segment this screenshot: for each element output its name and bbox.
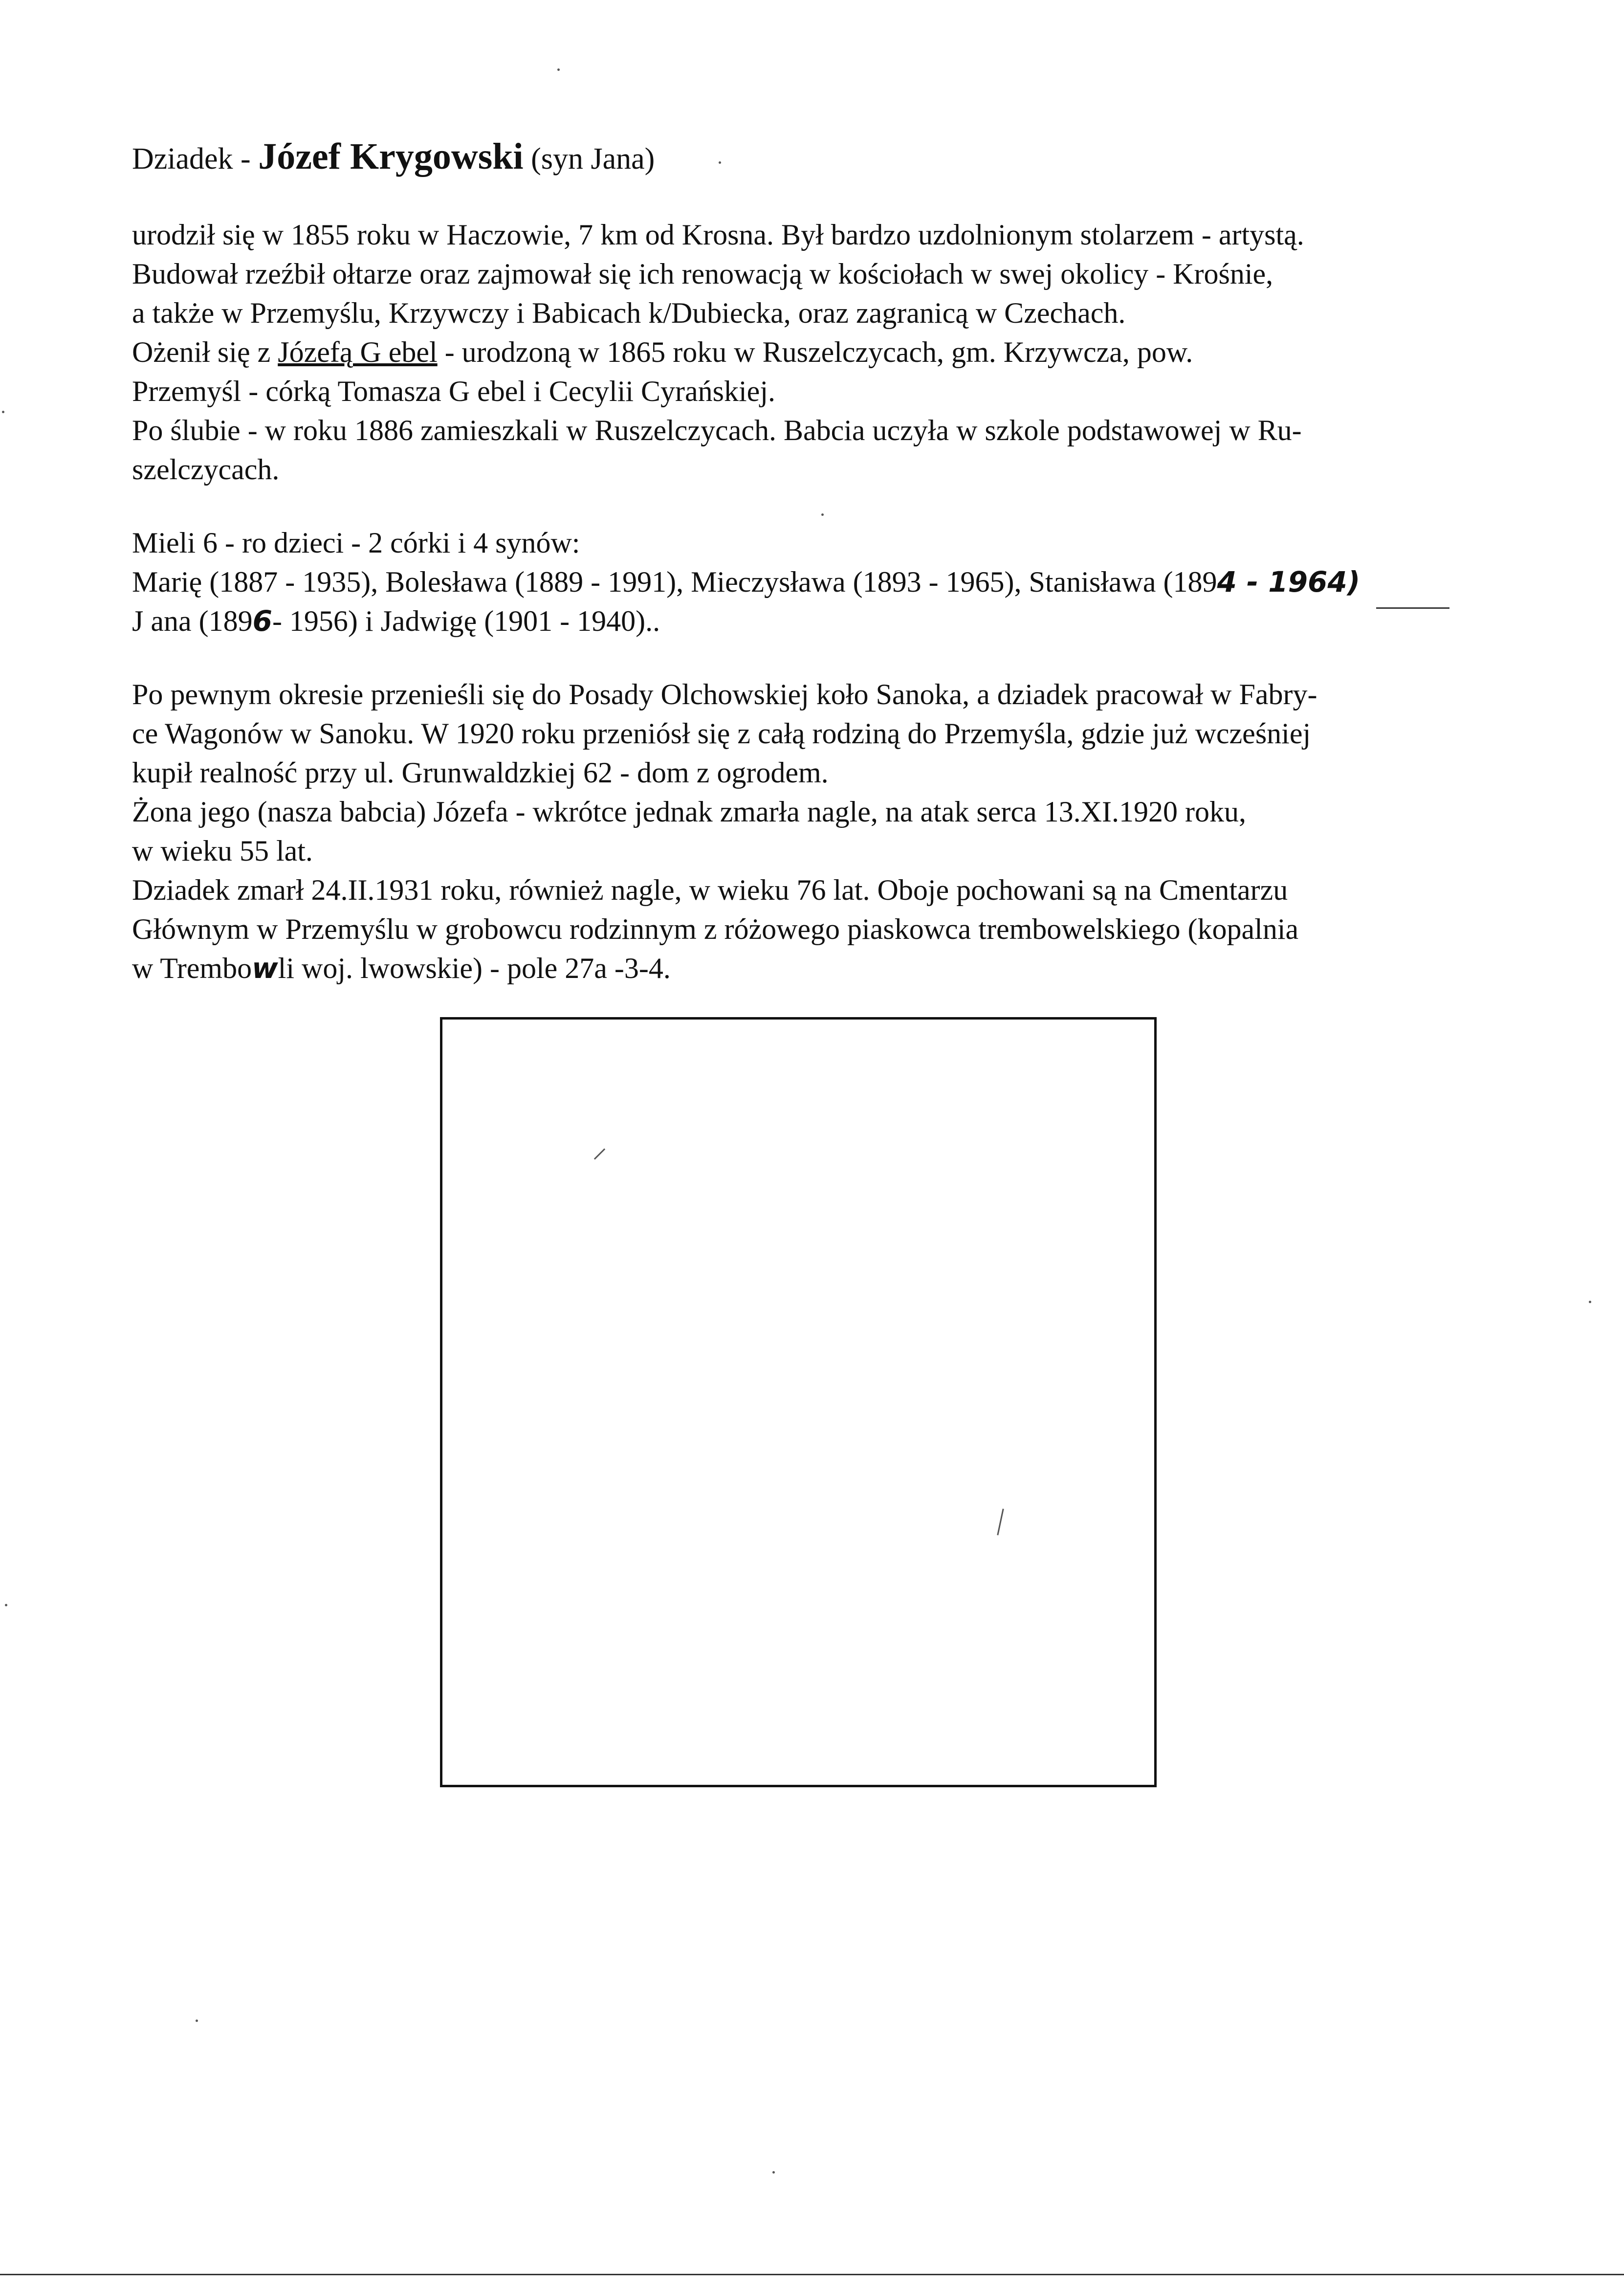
paragraph3-line5: w wieku 55 lat. bbox=[132, 835, 313, 867]
paragraph3-line1: Po pewnym okresie przenieśli się do Posady Olchowskiej koło Sanoka, a dziadek pracował w Fabry- bbox=[132, 678, 1317, 711]
bottom-scan-edge bbox=[0, 2274, 1624, 2275]
after-wedding-line2: szelczycach. bbox=[132, 453, 280, 486]
heading-suffix: (syn Jana) bbox=[523, 142, 655, 176]
children-intro: Mieli 6 - ro dzieci - 2 córki i 4 synów: bbox=[132, 527, 580, 559]
heading-prefix: Dziadek - bbox=[132, 142, 259, 176]
scan-speck bbox=[719, 161, 721, 164]
scan-scratch bbox=[594, 1148, 605, 1159]
children-line1 bbox=[132, 562, 1360, 601]
scan-speck bbox=[5, 1604, 7, 1606]
children-line2-part1: J ana (189 bbox=[132, 605, 253, 637]
children-line1-typed: Marię (1887 - 1935), Bolesława (1889 - 1991), Mieczysława (1893 - 1965), Stanisława (189 bbox=[132, 566, 1217, 598]
scan-scratch bbox=[997, 1509, 1004, 1535]
paragraph3-line7: Głównym w Przemyślu w grobowcu rodzinnym z różowego piaskowca trembowelskiego (kopalnia bbox=[132, 913, 1299, 945]
scan-speck bbox=[1589, 1301, 1591, 1303]
after-wedding-line1: Po ślubie - w roku 1886 zamieszkali w Ruszelczycach. Babcia uczyła w szkole podstawowej w Ru- bbox=[132, 414, 1302, 446]
paragraph1-line1: urodził się w 1855 roku w Haczowie, 7 km od Krosna. Był bardzo uzdolnionym stolarzem - artystą. bbox=[132, 219, 1304, 251]
marriage-line2: Przemyśl - córką Tomasza G ebel i Cecylii Cyrańskiej. bbox=[132, 375, 775, 407]
children-line1-handwritten: 4 - 1964) bbox=[1217, 565, 1361, 599]
heading-name: Józef Krygowski bbox=[258, 136, 524, 177]
scan-speck bbox=[821, 513, 824, 516]
paragraph1-line2: Budował rzeźbił ołtarze oraz zajmował się ich renowacją w kościołach w swej okolicy - Krośnie, bbox=[132, 258, 1273, 290]
last-line-part1: w Trembo bbox=[132, 952, 252, 984]
scan-speck bbox=[2, 411, 4, 413]
scan-speck bbox=[772, 2171, 775, 2174]
children-line2-handwritten: 6 bbox=[252, 604, 272, 638]
wife-name: Józefą G ebel bbox=[278, 336, 438, 368]
last-line-handwritten: w bbox=[252, 952, 278, 985]
children-line2-part2: - 1956) i Jadwigę (1901 - 1940).. bbox=[272, 605, 660, 637]
photo-frame bbox=[440, 1017, 1157, 1787]
children-line2 bbox=[132, 601, 660, 641]
paragraph3-line3: kupił realność przy ul. Grunwaldzkiej 62 - dom z ogrodem. bbox=[132, 756, 829, 789]
last-line bbox=[132, 949, 671, 988]
marriage-line1 bbox=[132, 333, 1193, 372]
handwritten-underline bbox=[1376, 607, 1449, 609]
paragraph3-line4: Żona jego (nasza babcia) Józefa - wkrótce jednak zmarła nagle, na atak serca 13.XI.1920 roku, bbox=[132, 796, 1246, 828]
paragraph1-line3: a także w Przemyślu, Krzywczy i Babicach k/Dubiecka, oraz zagranicą w Czechach. bbox=[132, 297, 1126, 329]
last-line-part2: li woj. lwowskie) - pole 27a -3-4. bbox=[278, 952, 671, 984]
paragraph3-line2: ce Wagonów w Sanoku. W 1920 roku przeniósł się z całą rodziną do Przemyśla, gdzie już wcześniej bbox=[132, 717, 1311, 750]
marriage-start: Ożenił się z bbox=[132, 336, 278, 368]
paragraph3-line6: Dziadek zmarł 24.II.1931 roku, również nagle, w wieku 76 lat. Oboje pochowani są na Cmentarzu bbox=[132, 874, 1288, 906]
marriage-rest: - urodzoną w 1865 roku w Ruszelczycach, gm. Krzywcza, pow. bbox=[437, 336, 1193, 368]
scan-speck bbox=[196, 2020, 198, 2022]
scan-speck bbox=[557, 68, 560, 71]
document-heading bbox=[132, 137, 655, 178]
